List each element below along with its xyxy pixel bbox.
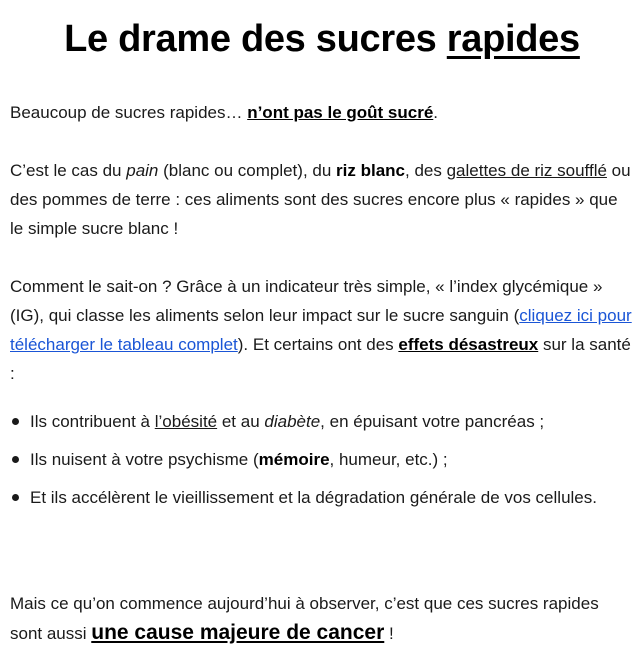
intro-text: Beaucoup de sucres rapides… (10, 103, 248, 122)
examples-galettes: galettes de riz soufflé (446, 161, 607, 180)
paragraph-examples (10, 156, 634, 243)
download-table-link[interactable]: cliquez ici pour télécharger le tableau complet (10, 306, 632, 354)
intro-emphasis: n’ont pas le goût sucré (247, 103, 434, 122)
paragraph-cancer (10, 589, 634, 648)
title-underlined-word: rapides (446, 18, 580, 60)
bullet1-text-1: Ils contribuent à (30, 412, 155, 431)
examples-pain: pain (126, 161, 159, 180)
page-title (10, 0, 634, 70)
index-text-3: sur la santé : (10, 335, 631, 383)
examples-text-1: C’est le cas du (10, 161, 127, 180)
examples-text-3: , des (405, 161, 447, 180)
index-text-2: ). Et certains ont des (237, 335, 399, 354)
cancer-text-2: ! (384, 624, 394, 643)
cancer-emphasis: une cause majeure de cancer (91, 621, 385, 644)
paragraph-intro (10, 98, 634, 127)
examples-text-4: ou des pommes de terre : ces aliments sont des sucres encore plus « rapides » que le simple sucre blanc ! (10, 161, 631, 238)
examples-text-2: (blanc ou complet), du (158, 161, 337, 180)
effects-list (10, 403, 634, 517)
bullet2-memoire: mémoire (258, 450, 330, 469)
bullet2-text-1: Ils nuisent à votre psychisme ( (30, 450, 259, 469)
bullet1-diabete: diabète (264, 412, 321, 431)
list-item (30, 441, 634, 479)
cancer-text-1: Mais ce qu’on commence aujourd’hui à observer, c’est que ces sucres rapides sont aussi (10, 594, 599, 643)
index-emphasis: effets désastreux (398, 335, 539, 354)
paragraph-index (10, 272, 634, 388)
bullet2-text-2: , humeur, etc.) ; (329, 450, 448, 469)
bullet1-obesite: l’obésité (154, 412, 218, 431)
title-text: Le drame des sucres (64, 18, 447, 60)
bullet3-text: Et ils accélèrent le vieillissement et la dégradation générale de vos cellules. (30, 488, 597, 507)
index-text-1: Comment le sait-on ? Grâce à un indicateur très simple, « l’index glycémique » (IG), qui classe les aliments selon leur impact sur le sucre sanguin ( (10, 277, 603, 325)
list-item (30, 403, 634, 441)
bullet1-text-3: , en épuisant votre pancréas ; (320, 412, 545, 431)
intro-end: . (433, 103, 439, 122)
examples-riz-blanc: riz blanc (336, 161, 405, 180)
list-item (30, 479, 634, 517)
bullet1-text-2: et au (217, 412, 265, 431)
